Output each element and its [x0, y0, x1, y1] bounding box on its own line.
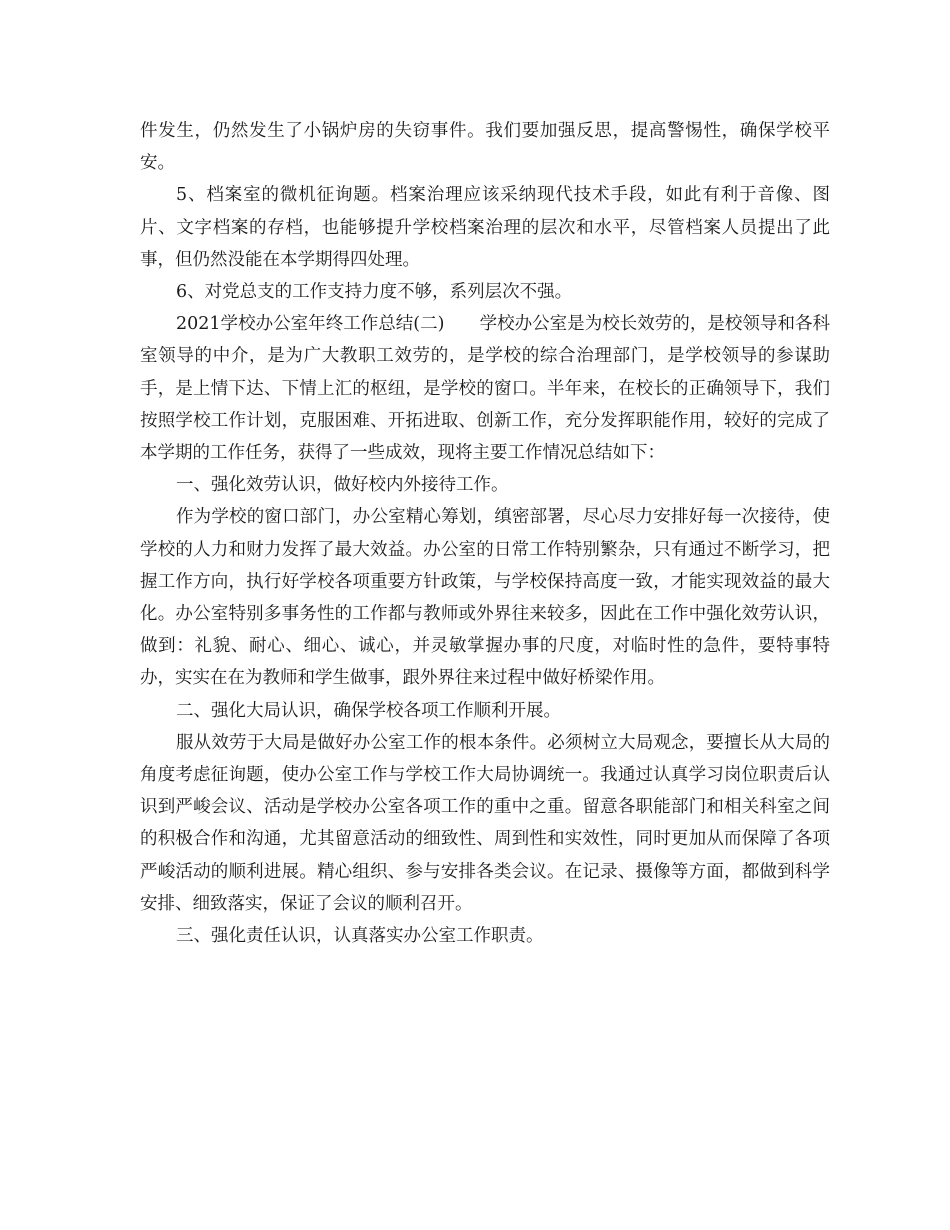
- paragraph-continuation: 件发生，仍然发生了小锅炉房的失窃事件。我们要加强反思，提高警惕性，确保学校平安。: [140, 121, 830, 174]
- paragraph-section-1: 作为学校的窗口部门，办公室精心筹划，缜密部署，尽心尽力安排好每一次接待，使学校的人力和财力发挥了最大效益。办公室的日常工作特别繁杂，只有通过不断学习，把握工作方向，执行好学校各项重要方针政策，与学校保持高度一致，才能实现效益的最大化。办公室特别多事务性的工作都与教师或外界往来较多，因此在工作中强化效劳认识，做到：礼貌、耐心、细心、诚心，并灵敏掌握办事的尺度，对临时性的急件，要特事特办，实实在在为教师和学生做事，跟外界往来过程中做好桥梁作用。: [140, 507, 830, 689]
- section-heading-3: 三、强化责任认识，认真落实办公室工作职责。: [176, 926, 544, 947]
- paragraph-item-6: 6、对党总支的工作支持力度不够，系列层次不强。: [176, 282, 573, 303]
- document-page: [140, 115, 830, 952]
- section-heading-2: 二、强化大局认识，确保学校各项工作顺利开展。: [176, 700, 561, 721]
- paragraph-item-5: 5、档案室的微机征询题。档案治理应该采纳现代技术手段，如此有利于音像、图片、文字档案的存档，也能够提升学校档案治理的层次和水平，尽管档案人员提出了此事，但仍然没能在本学期得四处理。: [140, 185, 830, 270]
- section-heading-1: 一、强化效劳认识，做好校内外接待工作。: [176, 475, 509, 496]
- paragraph-section-2: 服从效劳于大局是做好办公室工作的根本条件。必须树立大局观念，要擅长从大局的角度考虑征询题，使办公室工作与学校工作大局协调统一。我通过认真学习岗位职责后认识到严峻会议、活动是学校办公室各项工作的重中之重。留意各职能部门和相关科室之间的积极合作和沟通，尤其留意活动的细致性、周到性和实效性，同时更加从而保障了各项严峻活动的顺利进展。精心组织、参与安排各类会议。在记录、摄像等方面，都做到科学安排、细致落实，保证了会议的顺利召开。: [140, 732, 830, 914]
- paragraph-summary-intro: 2021学校办公室年终工作总结(二) 学校办公室是为校长效劳的，是校领导和各科室领导的中介，是为广大教职工效劳的，是学校的综合治理部门，是学校领导的参谋助手，是上情下达、下情上汇的枢纽，是学校的窗口。半年来，在校长的正确领导下，我们按照学校工作计划，克服困难、开拓进取、创新工作，充分发挥职能作用，较好的完成了本学期的工作任务，获得了一些成效，现将主要工作情况总结如下：: [140, 314, 830, 464]
